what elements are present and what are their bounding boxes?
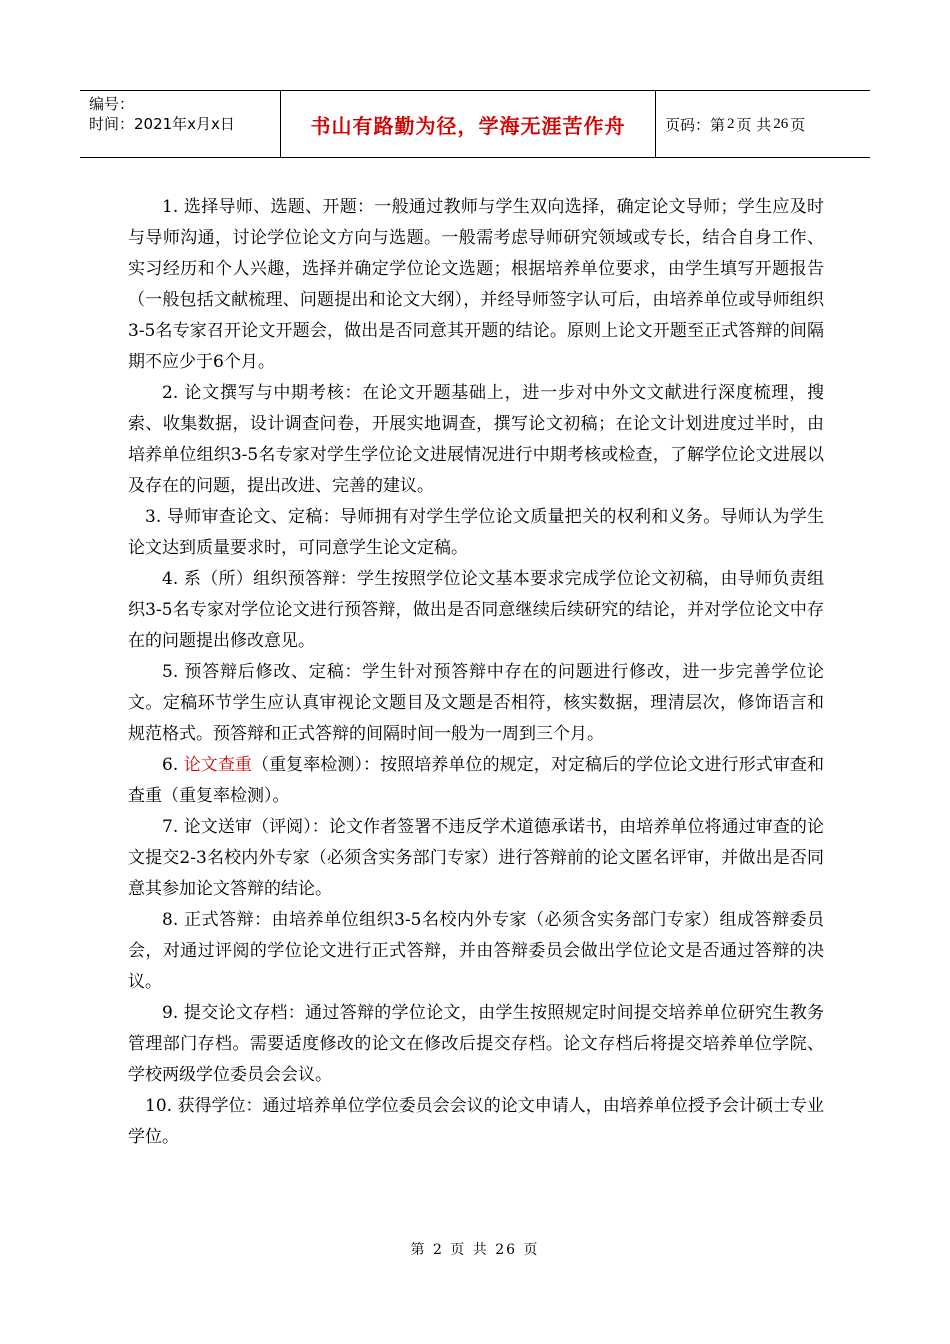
paragraph-6-rest: （重复率检测）：按照培养单位的规定，对定稿后的学位论文进行形式审查和查重（重复率检测）。 <box>128 755 825 806</box>
page-current: 2 <box>727 115 735 132</box>
page-code-mid: 页 共 <box>736 115 772 134</box>
paragraph-3: 3. 导师审查论文、定稿：导师拥有对学生学位论文质量把关的权利和义务。导师认为学生论文达到质量要求时，可同意学生论文定稿。 <box>128 507 824 558</box>
paragraph-6-number: 6. <box>162 755 184 775</box>
page-total: 26 <box>773 115 789 132</box>
paragraph-9: 9. 提交论文存档：通过答辩的学位论文，由学生按照规定时间提交培养单位研究生教务管理部门存档。需要适度修改的论文在修改后提交存档。论文存档后将提交培养单位学院、学校两级学位委员会会议。 <box>128 1003 824 1085</box>
header-motto: 书山有路勤为径，学海无涯苦作舟 <box>281 91 656 157</box>
paragraph-1: 1. 选择导师、选题、开题：一般通过教师与学生双向选择，确定论文导师；学生应及时与导师沟通，讨论学位论文方向与选题。一般需考虑导师研究领域或专长，结合自身工作、实习经历和个人兴趣，选择并确定学位论文选题；根据培养单位要求，由学生填写开题报告（一般包括文献梳理、问题提出和论文大纲），并经导师签字认可后，由培养单位或导师组织3-5名专家召开论文开题会，做出是否同意其开题的结论。原则上论文开题至正式答辩的间隔期不应少于6个月。 <box>128 197 824 372</box>
paragraph-4: 4. 系（所）组织预答辩：学生按照学位论文基本要求完成学位论文初稿，由导师负责组织3-5名专家对学位论文进行预答辩，做出是否同意继续后续研究的结论，并对学位论文中存在的问题提出修改意见。 <box>128 569 824 651</box>
paragraph-8: 8. 正式答辩：由培养单位组织3-5名校内外专家（必须含实务部门专家）组成答辩委员会，对通过评阅的学位论文进行正式答辩，并由答辩委员会做出学位论文是否通过答辩的决议。 <box>128 910 824 992</box>
paragraph-2: 2. 论文撰写与中期考核：在论文开题基础上，进一步对中外文文献进行深度梳理，搜索、收集数据，设计调查问卷，开展实地调查，撰写论文初稿；在论文计划进度过半时，由培养单位组织3-5名专家对学生学位论文进展情况进行中期考核或检查，了解学位论文进展以及存在的问题，提出改进、完善的建议。 <box>128 383 824 496</box>
header-page-code <box>656 91 870 157</box>
date-line: 时间：2021年x月x日 <box>89 115 235 133</box>
header-meta <box>80 91 281 157</box>
serial-number-label: 编号： <box>89 95 135 113</box>
paragraph-7: 7. 论文送审（评阅）：论文作者签署不违反学术道德承诺书，由培养单位将通过审查的论文提交2-3名校内外专家（必须含实务部门专家）进行答辩前的论文匿名评审，并做出是否同意其参加论文答辩的结论。 <box>128 817 824 899</box>
page-code-prefix: 页码：第 <box>665 115 726 134</box>
plagiarism-check-highlight: 论文查重 <box>183 755 253 775</box>
page-footer: 第 2 页 共 26 页 <box>410 1242 540 1258</box>
document-header <box>80 90 870 158</box>
paragraph-6 <box>128 750 824 812</box>
paragraph-5: 5. 预答辩后修改、定稿：学生针对预答辩中存在的问题进行修改，进一步完善学位论文。定稿环节学生应认真审视论文题目及文题是否相符，核实数据，理清层次，修饰语言和规范格式。预答辩和正式答辩的间隔时间一般为一周到三个月。 <box>128 662 824 744</box>
paragraph-10: 10. 获得学位：通过培养单位学位委员会会议的论文申请人，由培养单位授予会计硕士专业学位。 <box>128 1096 824 1147</box>
page-code-suffix: 页 <box>790 115 806 134</box>
document-body <box>128 192 824 1153</box>
